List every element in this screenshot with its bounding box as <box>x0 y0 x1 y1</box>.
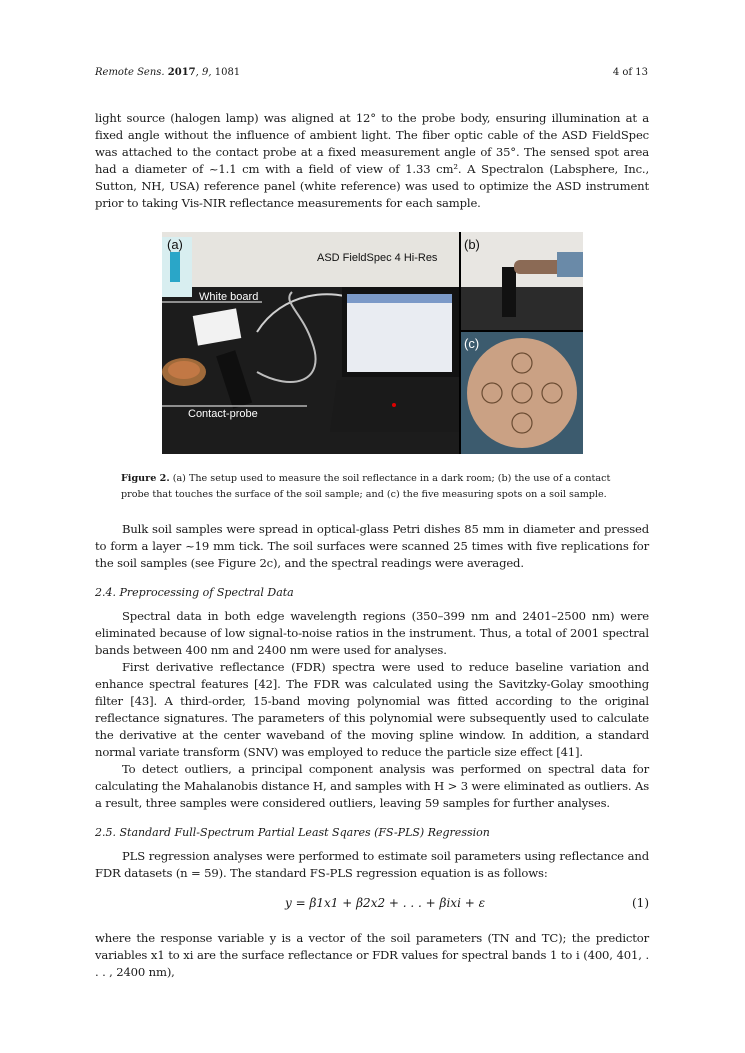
paragraph-6: PLS regression analyses were performed to estimate soil parameters using reflectance and FDR datasets (n = 59). The standard FS-PLS regression equation is as follows: <box>95 849 649 880</box>
panel-b-sleeve <box>557 252 583 277</box>
caption-text: (a) The setup used to measure the soil reflectance in a dark room; (b) the use of a contact probe that touches the surface of the soil sample; and (c) the five measuring spots on a soil sample. <box>121 473 611 500</box>
journal-name: Remote Sens. <box>95 67 165 78</box>
figure-2-photos <box>162 232 583 454</box>
label-c: (c) <box>464 336 480 351</box>
equation-body: y = β1x1 + β2x2 + . . . + βixi + ε <box>285 896 486 910</box>
contact-probe-label: Contact-probe <box>188 408 258 420</box>
laptop-screen <box>347 294 452 372</box>
panel-a-bottle-label <box>170 252 180 282</box>
laptop-trackpoint <box>392 403 396 407</box>
paragraph-7: where the response variable y is a vector of the soil parameters (TN and TC); the predictor variables x1 to xi are the surface reflectance or FDR values for spectral bands 1 to i (400, 401, . . . , 2400 nm), <box>95 931 649 979</box>
figure-2-caption <box>121 471 637 503</box>
article-number: 1081 <box>214 67 241 78</box>
label-b: (b) <box>464 237 480 252</box>
white-board-label: White board <box>199 291 259 303</box>
running-header-journal: Remote Sens. 2017, 9, 1081 <box>95 67 241 78</box>
instrument-label: ASD FieldSpec 4 Hi-Res <box>317 252 438 264</box>
label-a: (a) <box>167 237 183 252</box>
caption-label: Figure 2. <box>121 473 170 484</box>
equation-number: (1) <box>632 896 649 910</box>
paragraph-1: light source (halogen lamp) was aligned at 12° to the probe body, ensuring illumination at a fixed angle without the influence of ambient light. The fiber optic cable of the ASD FieldSpec was attached to the contact probe at a fixed measurement angle of 35°. The sensed spot area had a diameter of ~1.1 cm with a field of view of 1.33 cm². A Spectralon (Labsphere, Inc., Sutton, NH, USA) reference panel (white reference) was used to optimize the ASD instrument prior to taking Vis-NIR reflectance measurements for each sample. <box>95 111 649 210</box>
paragraph-4: First derivative reflectance (FDR) spectra were used to reduce baseline variation and enhance spectral features [42]. The FDR was calculated using the Savitzky-Golay smoothing filter [43]. A third-order, 15-band moving polynomial was fitted according to the original reflectance signatures. The parameters of this polynomial were subsequently used to calculate the derivative at the center waveband of the moving spline window. In addition, a standard normal variate transform (SNV) was employed to reduce the particle size effect [41]. <box>95 660 649 759</box>
soil-sample-dish <box>467 338 577 448</box>
panel-b-table <box>461 287 583 330</box>
journal-year: 2017 <box>167 67 196 78</box>
laptop-screen-titlebar <box>347 294 452 303</box>
page-number: 4 of 13 <box>612 67 648 78</box>
section-heading-2-5: 2.5. Standard Full-Spectrum Partial Least Sqares (FS-PLS) Regression <box>95 826 490 839</box>
section-heading-2-4: 2.4. Preprocessing of Spectral Data <box>95 586 294 599</box>
panel-b-probe <box>502 267 516 317</box>
figure-2 <box>162 232 583 454</box>
journal-volume: 9 <box>201 67 209 78</box>
paragraph-5: To detect outliers, a principal component analysis was performed on spectral data for calculating the Mahalanobis distance H, and samples with H > 3 were eliminated as outliers. As a result, three samples were considered outliers, leaving 59 samples for further analyses. <box>95 762 649 810</box>
petri-dish-soil <box>168 361 200 379</box>
paragraph-2: Bulk soil samples were spread in optical-glass Petri dishes 85 mm in diameter and pressed to form a layer ~19 mm tick. The soil surfaces were scanned 25 times with five replications for the soil samples (see Figure 2c), and the spectral readings were averaged. <box>95 522 649 570</box>
paragraph-3: Spectral data in both edge wavelength regions (350–399 nm and 2401–2500 nm) were eliminated because of low signal-to-noise ratios in the instrument. Thus, a total of 2001 spectral bands between 400 nm and 2400 nm were used for analyses. <box>95 609 649 657</box>
